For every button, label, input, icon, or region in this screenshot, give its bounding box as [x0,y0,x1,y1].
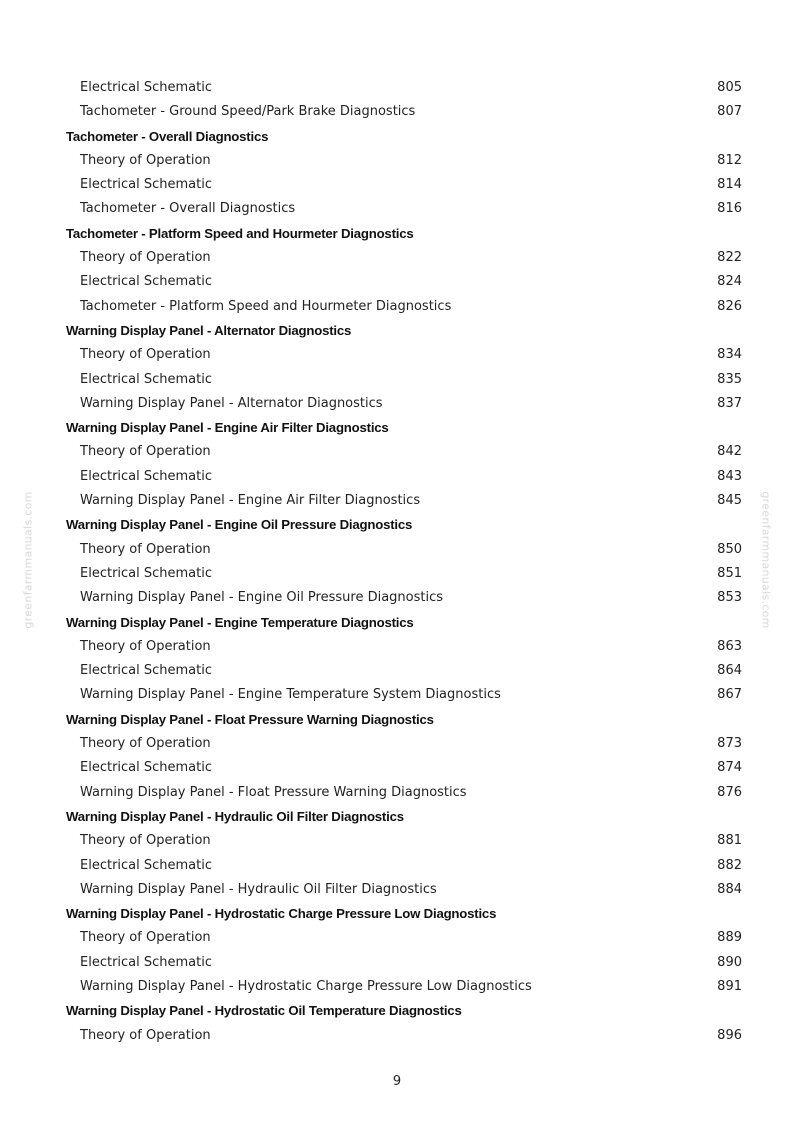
toc-section-heading[interactable] [66,222,742,246]
toc-entry[interactable] [66,173,742,197]
toc-page-number: 876 [717,784,742,800]
toc-entry[interactable] [66,756,742,780]
toc-entry-title: Warning Display Panel - Float Pressure Warning Diagnostics [80,784,467,800]
page-number: 9 [392,1074,402,1089]
toc-page-number: 874 [717,760,742,776]
toc-entry[interactable] [66,1024,742,1048]
toc-entry-title: Electrical Schematic [80,177,213,193]
toc-section-title: Tachometer - Platform Speed and Hourmeter Diagnostics [66,225,414,241]
toc-page-number: 851 [717,565,742,581]
toc-page-number: 805 [717,80,742,95]
toc-section-title: Warning Display Panel - Hydraulic Oil Filter Diagnostics [66,808,404,824]
watermark-right: greenfarmmanuals.com [759,491,773,629]
toc-section-heading[interactable] [66,319,742,343]
toc-entry[interactable] [66,829,742,853]
toc-section-title: Warning Display Panel - Engine Temperature Diagnostics [66,614,414,630]
toc-entry-title: Theory of Operation [80,833,211,849]
toc-entry-title: Warning Display Panel - Hydrostatic Charge Pressure Low Diagnostics [80,978,532,994]
toc-entry-title: Tachometer - Ground Speed/Park Brake Diagnostics [80,104,416,120]
toc-page-number: 824 [717,274,742,290]
toc-page-number: 891 [717,978,742,994]
toc-section-title: Warning Display Panel - Hydrostatic Charge Pressure Low Diagnostics [66,906,497,922]
toc-page-number: 816 [717,201,742,217]
toc-section-title: Warning Display Panel - Alternator Diagnostics [66,322,352,338]
toc-page-number: 890 [717,954,742,970]
toc-entry[interactable] [66,951,742,975]
toc-entry[interactable] [66,538,742,562]
toc-entry[interactable] [66,246,742,270]
toc-page-number: 835 [717,371,742,387]
table-of-contents [66,76,742,1048]
toc-entry[interactable] [66,926,742,950]
toc-entry-title: Theory of Operation [80,541,211,557]
toc-entry-title: Electrical Schematic [80,371,213,387]
toc-page-number: 834 [717,347,742,363]
toc-section-title: Tachometer - Overall Diagnostics [66,128,269,144]
toc-entry[interactable] [66,659,742,683]
toc-entry-title: Theory of Operation [80,250,211,266]
toc-section-title: Warning Display Panel - Hydrostatic Oil Temperature Diagnostics [66,1003,462,1019]
toc-section-heading[interactable] [66,708,742,732]
toc-entry-title: Tachometer - Platform Speed and Hourmeter Diagnostics [80,298,452,314]
toc-page-number: 807 [717,104,742,120]
toc-entry[interactable] [66,392,742,416]
toc-entry[interactable] [66,562,742,586]
toc-page-number: 881 [717,833,742,849]
toc-entry-title: Electrical Schematic [80,468,213,484]
toc-section-heading[interactable] [66,611,742,635]
toc-entry[interactable] [66,197,742,221]
toc-entry-title: Electrical Schematic [80,565,213,581]
toc-entry-title: Warning Display Panel - Engine Oil Pressure Diagnostics [80,590,444,606]
toc-section-title: Warning Display Panel - Engine Oil Pressure Diagnostics [66,517,413,533]
toc-page-number: 842 [717,444,742,460]
toc-section-heading[interactable] [66,805,742,829]
toc-section-title: Warning Display Panel - Engine Air Filter Diagnostics [66,420,389,436]
toc-entry-title: Theory of Operation [80,736,211,752]
toc-entry-title: Tachometer - Overall Diagnostics [80,201,296,217]
toc-entry-title: Theory of Operation [80,347,211,363]
toc-entry[interactable] [66,635,742,659]
toc-entry-title: Theory of Operation [80,638,211,654]
toc-entry[interactable] [66,781,742,805]
toc-entry-title: Warning Display Panel - Engine Air Filter Diagnostics [80,493,421,509]
toc-entry-title: Electrical Schematic [80,663,213,679]
toc-entry[interactable] [66,586,742,610]
toc-entry[interactable] [66,343,742,367]
toc-entry[interactable] [66,465,742,489]
toc-entry-title: Theory of Operation [80,152,211,168]
toc-page-number: 850 [717,541,742,557]
toc-section-heading[interactable] [66,999,742,1023]
toc-page-number: 867 [717,687,742,703]
toc-entry[interactable] [66,975,742,999]
toc-entry-title: Theory of Operation [80,930,211,946]
toc-page-number: 863 [717,638,742,654]
toc-entry[interactable] [66,440,742,464]
toc-page-number: 882 [717,857,742,873]
toc-page-number: 884 [717,881,742,897]
toc-entry-title: Electrical Schematic [80,274,213,290]
toc-section-heading[interactable] [66,902,742,926]
toc-entry[interactable] [66,270,742,294]
toc-entry-title: Electrical Schematic [80,857,213,873]
toc-page-number: 889 [717,930,742,946]
toc-entry[interactable] [66,683,742,707]
toc-entry[interactable] [66,489,742,513]
toc-entry-title: Electrical Schematic [80,760,213,776]
toc-page-number: 845 [717,493,742,509]
toc-entry[interactable] [66,295,742,319]
toc-section-heading[interactable] [66,513,742,537]
toc-entry[interactable] [66,878,742,902]
toc-section-heading[interactable] [66,416,742,440]
toc-entry[interactable] [66,368,742,392]
toc-page-number: 826 [717,298,742,314]
toc-entry-title: Electrical Schematic [80,80,213,95]
toc-entry[interactable] [66,854,742,878]
toc-section-title: Warning Display Panel - Float Pressure Warning Diagnostics [66,711,434,727]
toc-entry-title: Theory of Operation [80,1027,211,1043]
toc-page-number: 873 [717,736,742,752]
toc-page-number: 812 [717,152,742,168]
toc-page-number: 896 [717,1027,742,1043]
toc-entry-title: Theory of Operation [80,444,211,460]
toc-page-number: 822 [717,250,742,266]
toc-entry-title: Warning Display Panel - Alternator Diagnostics [80,395,383,411]
toc-entry[interactable] [66,149,742,173]
toc-entry-title: Warning Display Panel - Hydraulic Oil Filter Diagnostics [80,881,437,897]
toc-entry[interactable] [66,100,742,124]
toc-entry[interactable] [66,732,742,756]
toc-page-number: 837 [717,395,742,411]
toc-section-heading[interactable] [66,125,742,149]
watermark-left: greenfarmmanuals.com [21,491,35,629]
toc-page-number: 843 [717,468,742,484]
toc-page-number: 814 [717,177,742,193]
toc-entry[interactable] [66,76,742,100]
toc-entry-title: Electrical Schematic [80,954,213,970]
toc-entry-title: Warning Display Panel - Engine Temperature System Diagnostics [80,687,501,703]
toc-page-number: 864 [717,663,742,679]
toc-page-number: 853 [717,590,742,606]
